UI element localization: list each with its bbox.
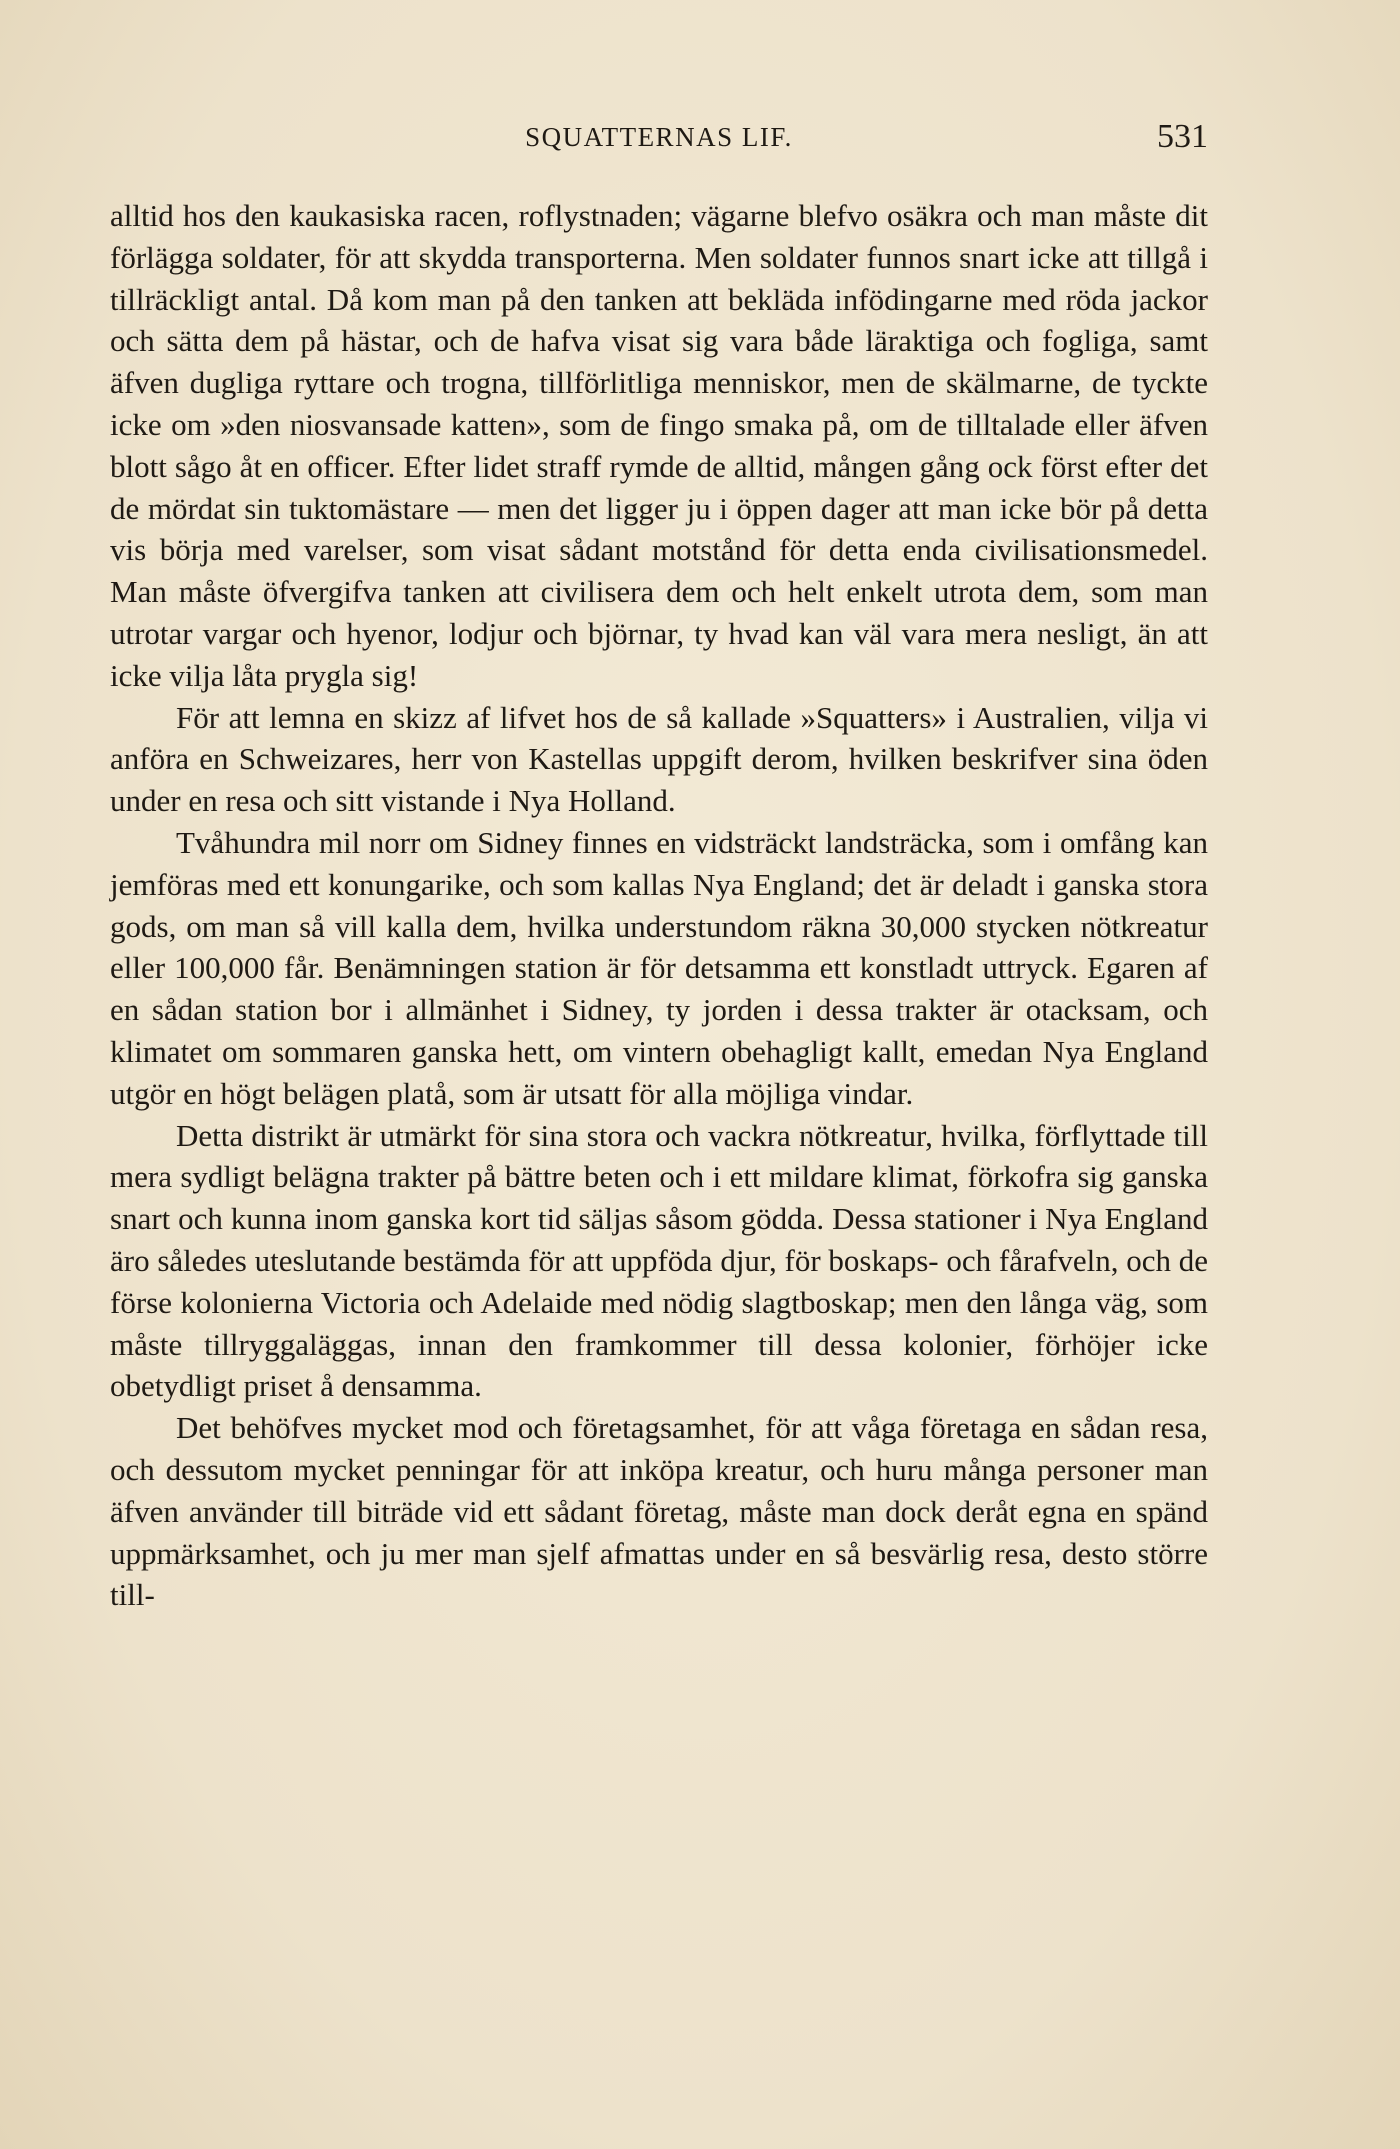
paragraph: alltid hos den kaukasiska racen, roflystnaden; vägarne blefvo osäkra och man måste dit förlägga soldater, för att skydda transporterna. Men soldater funnos snart icke att tillgå i tillräckligt antal. Då kom man på den tanken att bekläda infödingarne med röda jackor och sätta dem på hästar, och de hafva visat sig vara både läraktiga och fogliga, samt äfven dugliga ryttare och trogna, tillförlitliga menniskor, men de skälmarne, de tyckte icke om »den niosvansade katten», som de fingo smaka på, om de tilltalade eller äfven blott sågo åt en officer. Efter lidet straff rymde de alltid, mången gång ock först efter det de mördat sin tuktomästare — men det ligger ju i öppen dager att man icke bör på detta vis börja med varelser, som visat sådant motstånd för detta enda civilisationsmedel. Man måste öfvergifva tanken att civilisera dem och helt enkelt utrota dem, som man utrotar vargar och hyenor, lodjur och björnar, ty hvad kan väl vara mera nesligt, än att icke vilja låta prygla sig! [110,198,1208,693]
page-header [110,118,1208,162]
paragraph: Tvåhundra mil norr om Sidney finnes en vidsträckt landsträcka, som i omfång kan jemföras med ett konungarike, och som kallas Nya England; det är deladt i ganska stora gods, om man så vill kalla dem, hvilka understundom räkna 30,000 stycken nötkreatur eller 100,000 får. Benämningen station är för detsamma ett konstladt uttryck. Egaren af en sådan station bor i allmänhet i Sidney, ty jorden i dessa trakter är otacksam, och klimatet om sommaren ganska hett, om vintern obehagligt kallt, emedan Nya England utgör en högt belägen platå, som är utsatt för alla möjliga vindar. [110,824,1208,1111]
paragraph: För att lemna en skizz af lifvet hos de så kallade »Squatters» i Australien, vilja vi anföra en Schweizares, herr von Kastellas uppgift derom, hvilken beskrifver sina öden under en resa och sitt vistande i Nya Holland. [110,699,1208,819]
running-head: SQUATTERNAS LIF. [525,122,793,152]
page-number: 531 [1157,118,1208,155]
paragraph: Det behöfves mycket mod och företagsamhet, för att våga företaga en sådan resa, och dessutom mycket penningar för att inköpa kreatur, och huru många personer man äfven använder till biträde vid ett sådant företag, måste man dock deråt egna en spänd uppmärksamhet, och ju mer man sjelf afmattas under en så besvärlig resa, desto större till- [110,1410,1208,1613]
paragraph: Detta distrikt är utmärkt för sina stora och vackra nötkreatur, hvilka, förflyttade till mera sydligt belägna trakter på bättre beten och i ett mildare klimat, förkofra sig ganska snart och kunna inom ganska kort tid säljas såsom gödda. Dessa stationer i Nya England äro således uteslutande bestämda för att uppföda djur, för boskaps- och fårafveln, och de förse kolonierna Victoria och Adelaide med nödig slagtboskap; men den långa väg, som måste tillryggaläggas, innan den framkommer till dessa kolonier, förhöjer icke obetydligt priset å densamma. [110,1117,1209,1404]
body-text [110,195,1208,1616]
